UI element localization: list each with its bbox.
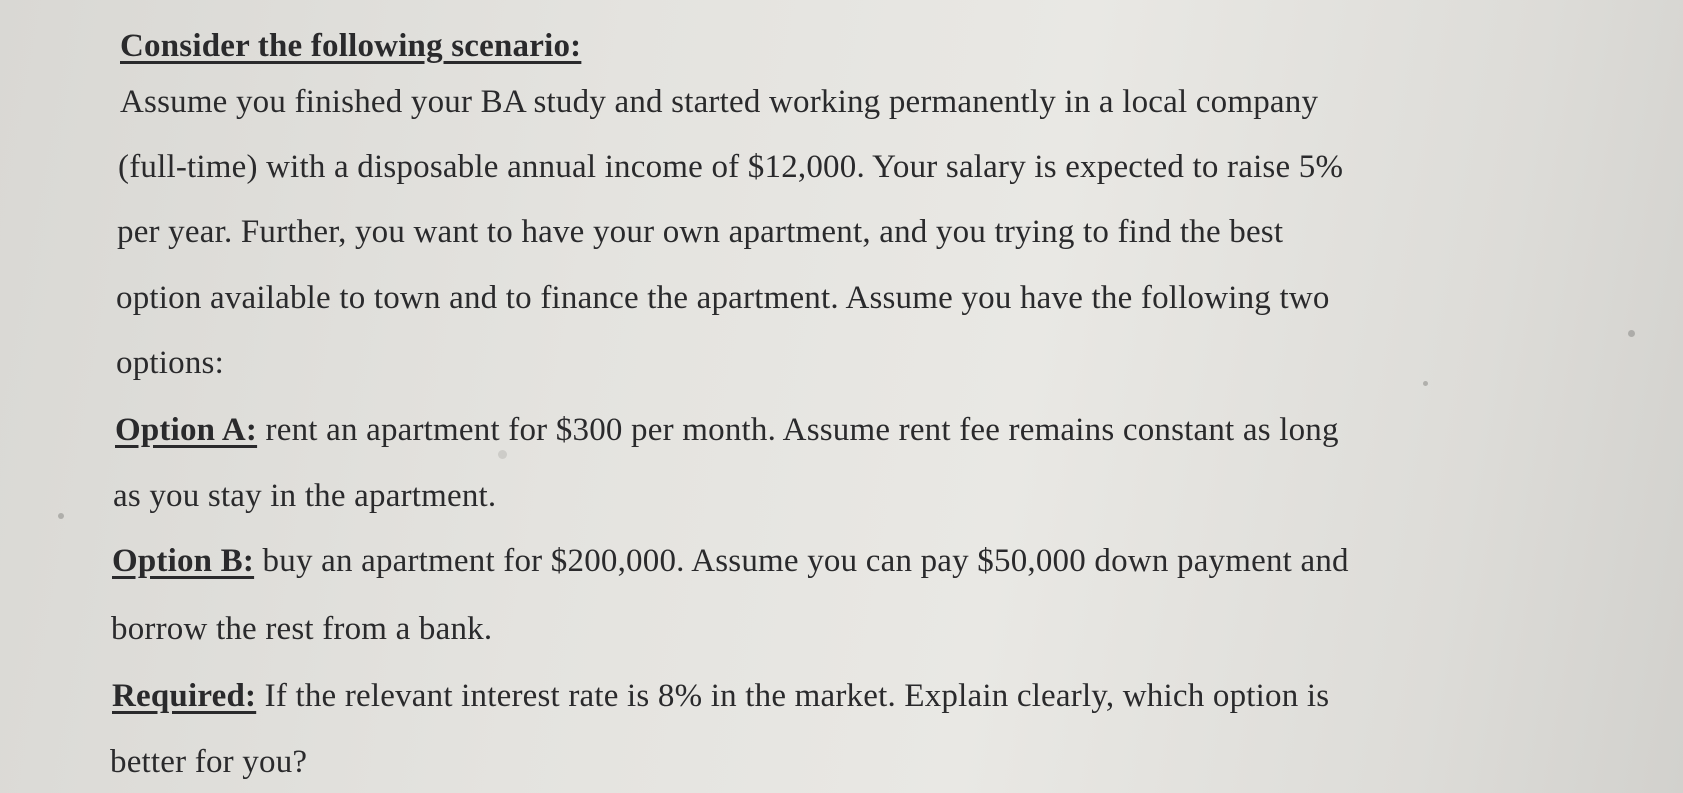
- intro-line-5: options:: [116, 345, 224, 381]
- paper-speck: [1423, 381, 1428, 386]
- paper-speck: [1628, 330, 1635, 337]
- paper-speck: [498, 450, 507, 459]
- required-text-line-2: better for you?: [110, 744, 308, 780]
- intro-line-4: option available to town and to finance the apartment. Assume you have the following two: [116, 280, 1330, 316]
- intro-line-3: per year. Further, you want to have your own apartment, and you trying to find the best: [117, 214, 1284, 250]
- option-a-paragraph: [115, 410, 1339, 450]
- option-b-text-line-2: borrow the rest from a bank.: [111, 611, 493, 647]
- required-text-line-1: If the relevant interest rate is 8% in the market. Explain clearly, which option is: [256, 678, 1330, 714]
- paper-speck: [58, 513, 64, 519]
- option-b-label: Option B:: [112, 543, 255, 579]
- required-paragraph: [112, 676, 1329, 716]
- option-b-paragraph: [112, 541, 1349, 581]
- document-heading: Consider the following scenario:: [120, 28, 582, 64]
- intro-line-1: Assume you finished your BA study and started working permanently in a local company: [120, 84, 1319, 120]
- option-b-text-line-1: buy an apartment for $200,000. Assume you can pay $50,000 down payment and: [254, 543, 1349, 579]
- option-a-text-line-1: rent an apartment for $300 per month. Assume rent fee remains constant as long: [257, 412, 1339, 448]
- required-label: Required:: [112, 678, 257, 714]
- option-a-label: Option A:: [115, 412, 258, 448]
- intro-line-2: (full-time) with a disposable annual income of $12,000. Your salary is expected to raise 5%: [118, 149, 1344, 185]
- option-a-text-line-2: as you stay in the apartment.: [113, 478, 497, 514]
